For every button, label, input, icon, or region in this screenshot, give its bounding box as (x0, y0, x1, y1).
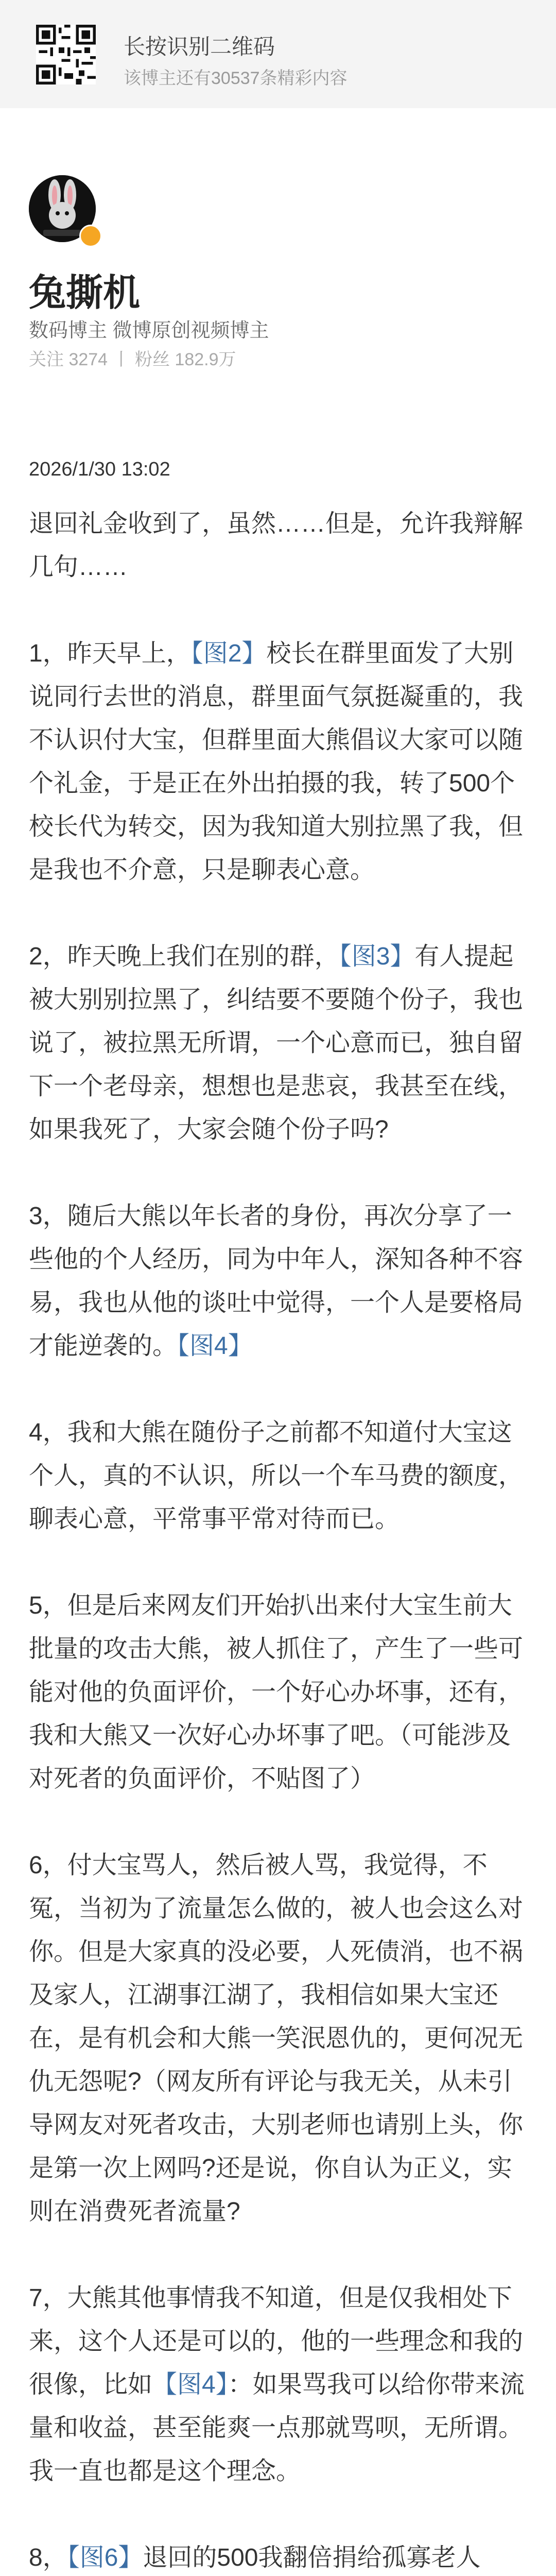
author-stats: 关注 3274 丨 粉丝 182.9万 (29, 350, 236, 369)
image-reference-link[interactable]: 【图4】 (177, 1332, 253, 1360)
author-description: 数码博主 微博原创视频博主 (29, 320, 269, 342)
verified-badge-icon (79, 225, 102, 247)
image-reference-link[interactable]: 【图6】 (67, 2544, 143, 2571)
image-reference-link[interactable]: 【图2】 (190, 640, 267, 667)
post-paragraph (29, 2277, 528, 2493)
post-text: 6，付大宝骂人，然后被人骂，我觉得，不冤，当初为了流量怎么做的，被人也会这么对你。但是大家真的没必要，人死债消，也不祸及家人，江湖事江湖了，我相信如果大宝还在，是有机会和大熊一笑泯恩仇的，更何况无仇无怨呢?（网友所有评论与我无关，从未引导网友对死者攻击，大别老师也请别上头，你是第一次上网吗?还是说，你自认为正义，实则在消费死者流量? (29, 1852, 524, 2225)
post-text: 1，昨天早上， (29, 640, 191, 667)
post-text: ：如果骂我可以给你带来流量和收益，甚至能爽一点那就骂呗，无所谓。我一直也都是这个理念。 (29, 2371, 525, 2485)
post-paragraph (29, 1844, 528, 2233)
post-paragraph (29, 935, 528, 1151)
qr-promo-banner (0, 0, 556, 108)
post-text: 2，昨天晚上我们在别的群， (29, 943, 339, 970)
banner-title: 长按识别二维码 (124, 35, 275, 59)
banner-subtitle: 该博主还有30537条精彩内容 (124, 69, 348, 88)
post-text: 5，但是后来网友们开始扒出来付大宝生前大批量的攻击大熊，被人抓住了，产生了一些可能对他的负面评价，一个好心办坏事，还有，我和大熊又一次好心办坏事了吧。（可能涉及对死者的负面评价，不贴图了） (29, 1592, 524, 1792)
qr-code-icon (36, 25, 96, 84)
image-reference-link[interactable]: 【图4】 (152, 2371, 228, 2398)
post-date: 2026/1/30 13:02 (29, 459, 170, 480)
post-paragraph (29, 1411, 528, 1541)
post-text: 退回的500我翻倍捐给孤寡老人 (143, 2544, 481, 2571)
post-text: 校长在群里面发了大别说同行去世的消息，群里面气氛挺凝重的，我不认识付大宝，但群里面大熊倡议大家可以随个礼金，于是正在外出拍摄的我，转了500个校长代为转交，因为我知道大别拉黑了我，但是我也不介意，只是聊表心意。 (29, 640, 524, 884)
post-text: 退回礼金收到了，虽然……但是，允许我辩解几句…… (29, 510, 524, 581)
post-paragraph (29, 1584, 528, 1801)
post-paragraph (29, 502, 528, 589)
post-body (29, 502, 528, 2576)
image-reference-link[interactable]: 【图3】 (339, 943, 415, 970)
post-paragraph (29, 2536, 528, 2576)
post-paragraph (29, 1195, 528, 1368)
post-text: 8， (29, 2544, 67, 2571)
post-text: 4，我和大熊在随份子之前都不知道付大宝这个人，真的不认识，所以一个车马费的额度，聊表心意，平常事平常对待而已。 (29, 1419, 524, 1533)
post-text: 7，大熊其他事情我不知道，但是仅我相处下来，这个人还是可以的，他的一些理念和我的很像，比如 (29, 2284, 524, 2398)
author-name[interactable]: 兔撕机 (29, 273, 141, 314)
post-text: 有人提起被大别别拉黑了，纠结要不要随个份子，我也说了，被拉黑无所谓，一个心意而已，独自留下一个老母亲，想想也是悲哀，我甚至在线，如果我死了，大家会随个份子吗? (29, 943, 524, 1143)
post-paragraph (29, 632, 528, 892)
post-text: 3，随后大熊以年长者的身份，再次分享了一些他的个人经历，同为中年人，深知各种不容易，我也从他的谈吐中觉得，一个人是要格局才能逆袭的。 (29, 1202, 524, 1360)
